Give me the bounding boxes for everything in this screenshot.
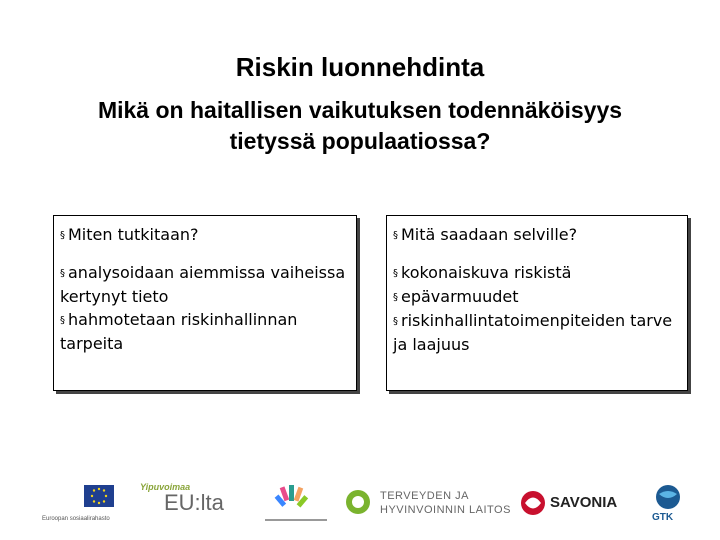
thl-leaf-icon (342, 488, 374, 518)
gtk-globe-icon (653, 484, 683, 510)
eulta-text: EU:lta (164, 490, 224, 515)
flower-logo (265, 483, 330, 527)
slide-title: Riskin luonnehdinta (235, 52, 485, 82)
eulta-tagline: Yipuvoimaa (140, 482, 191, 492)
eulta-logo (140, 482, 230, 528)
bullet-icon: § (393, 316, 398, 327)
left-box-item: § analysoidaan aiemmissa vaiheissa kertynyt tieto (60, 263, 346, 306)
eu-flag-icon (40, 483, 118, 513)
thl-line-1: TERVEYDEN JA (380, 490, 469, 502)
right-text-box (386, 215, 688, 391)
right-box-item: § riskinhallintatoimenpiteiden tarve ja laajuus (393, 311, 673, 354)
savonia-emblem-icon (520, 490, 546, 516)
subtitle-line-2: tietyssä populaatiossa? (229, 128, 491, 154)
bullet-icon: § (393, 230, 398, 241)
left-box-heading: § Miten tutkitaan? (60, 225, 199, 244)
bullet-icon: § (60, 315, 65, 326)
bullet-icon: § (60, 268, 65, 279)
left-box-item: § hahmotetaan riskinhallinnan tarpeita (60, 310, 298, 353)
logo-strip (0, 480, 720, 530)
flower-logo-underline (265, 519, 327, 521)
savonia-logo (520, 490, 630, 520)
savonia-text: SAVONIA (550, 494, 618, 511)
bullet-icon: § (393, 292, 398, 303)
bullet-icon: § (60, 230, 65, 241)
gtk-text: GTK (652, 512, 674, 523)
slide-subtitle (40, 95, 680, 157)
bullet-icon: § (393, 268, 398, 279)
thl-logo (342, 488, 511, 524)
subtitle-line-1: Mikä on haitallisen vaikutuksen todennäköisyys (97, 97, 623, 123)
right-box-heading: § Mitä saadaan selville? (393, 225, 578, 244)
eu-fund-caption: Euroopan sosiaalirahasto (42, 516, 110, 522)
thl-line-2: HYVINVOINNIN LAITOS (380, 504, 511, 516)
flower-icon (265, 483, 315, 517)
eu-fund-logo (40, 483, 118, 527)
right-box-item: § kokonaiskuva riskistä (393, 263, 572, 282)
gtk-logo (648, 484, 688, 528)
right-box-item: § epävarmuudet (393, 287, 519, 306)
left-text-box (53, 215, 357, 391)
